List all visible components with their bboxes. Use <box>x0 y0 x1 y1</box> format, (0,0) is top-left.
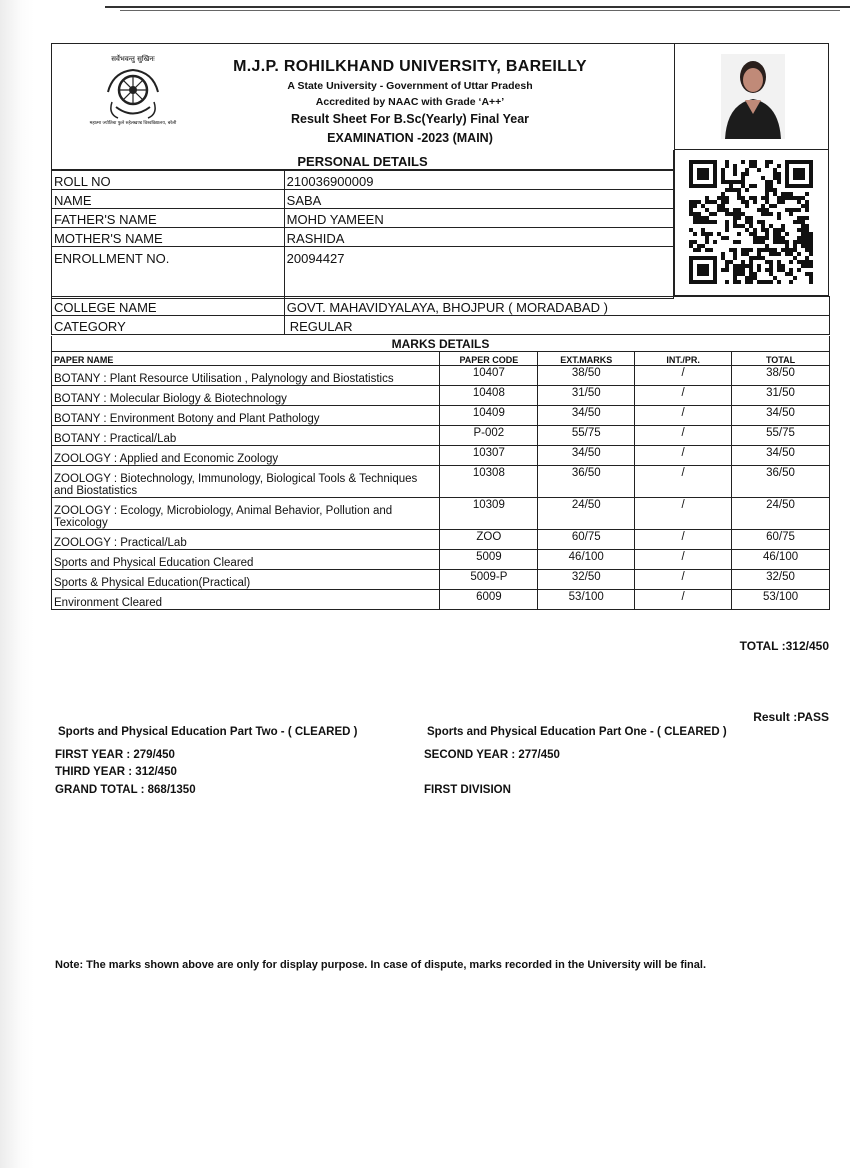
cell-total: 34/50 <box>732 446 830 466</box>
cell-int-pr: / <box>635 570 732 590</box>
marks-body <box>52 366 830 610</box>
cell-int-pr: / <box>635 406 732 426</box>
marks-row <box>52 466 830 498</box>
cell-total: 46/100 <box>732 550 830 570</box>
cell-paper-name: BOTANY : Plant Resource Utilisation , Palynology and Biostatistics <box>52 366 440 386</box>
cell-int-pr: / <box>635 590 732 610</box>
cell-total: 36/50 <box>732 466 830 498</box>
cell-paper-code: 10408 <box>440 386 538 406</box>
division: FIRST DIVISION <box>424 784 511 796</box>
marks-row <box>52 550 830 570</box>
marks-details-title: MARKS DETAILS <box>51 336 830 351</box>
value-name: SABA <box>284 190 673 209</box>
cell-total: 32/50 <box>732 570 830 590</box>
cell-paper-code: 10409 <box>440 406 538 426</box>
cell-paper-name: ZOOLOGY : Biotechnology, Immunology, Biological Tools & Techniques and Biostatistics <box>52 466 440 498</box>
personal-details-title: PERSONAL DETAILS <box>51 150 674 170</box>
header-total: TOTAL <box>732 352 830 366</box>
cell-ext-marks: 46/100 <box>538 550 635 570</box>
cell-ext-marks: 60/75 <box>538 530 635 550</box>
university-name: M.J.P. ROHILKHAND UNIVERSITY, BAREILLY <box>233 58 587 75</box>
personal-details-table <box>51 170 674 299</box>
marks-row <box>52 498 830 530</box>
cell-int-pr: / <box>635 366 732 386</box>
label-enrollment: ENROLLMENT NO. <box>52 247 285 299</box>
header-int-pr: INT./PR. <box>635 352 732 366</box>
cell-total: 31/50 <box>732 386 830 406</box>
cell-total: 34/50 <box>732 406 830 426</box>
value-mother-name: RASHIDA <box>284 228 673 247</box>
photo-box <box>674 43 829 150</box>
row-roll-no <box>52 171 674 190</box>
value-enrollment: 20094427 <box>284 247 673 299</box>
cell-total: 53/100 <box>732 590 830 610</box>
first-year-marks: FIRST YEAR : 279/450 <box>55 749 175 761</box>
qr-code <box>689 160 815 284</box>
university-status: A State University - Government of Uttar Pradesh <box>287 80 533 92</box>
result-sheet-title: Result Sheet For B.Sc(Yearly) Final Year <box>290 112 530 126</box>
cell-total: 24/50 <box>732 498 830 530</box>
cell-ext-marks: 24/50 <box>538 498 635 530</box>
cell-int-pr: / <box>635 530 732 550</box>
cell-total: 60/75 <box>732 530 830 550</box>
cell-paper-name: BOTANY : Practical/Lab <box>52 426 440 446</box>
cell-int-pr: / <box>635 446 732 466</box>
marks-row <box>52 366 830 386</box>
examination-title: EXAMINATION -2023 (MAIN) <box>327 131 493 145</box>
marks-header-row <box>52 352 830 366</box>
logo-motto: सर्वेभवन्तु सुखिनः <box>111 55 155 63</box>
marks-row <box>52 386 830 406</box>
cell-int-pr: / <box>635 426 732 446</box>
cell-ext-marks: 53/100 <box>538 590 635 610</box>
second-year-marks: SECOND YEAR : 277/450 <box>424 749 560 761</box>
cell-paper-code: 10308 <box>440 466 538 498</box>
label-father-name: FATHER'S NAME <box>52 209 285 228</box>
row-father-name <box>52 209 674 228</box>
label-roll-no: ROLL NO <box>52 171 285 190</box>
accreditation: Accredited by NAAC with Grade ‘A++’ <box>315 96 505 108</box>
header-ext-marks: EXT.MARKS <box>538 352 635 366</box>
cell-ext-marks: 36/50 <box>538 466 635 498</box>
value-roll-no: 210036900009 <box>284 171 673 190</box>
label-mother-name: MOTHER'S NAME <box>52 228 285 247</box>
marks-row <box>52 426 830 446</box>
disclaimer-note: Note: The marks shown above are only for display purpose. In case of dispute, marks recorded in the University will be final. <box>55 959 707 971</box>
top-rule <box>105 6 850 8</box>
cell-ext-marks: 34/50 <box>538 406 635 426</box>
marks-row <box>52 590 830 610</box>
row-mother-name <box>52 228 674 247</box>
cell-total: 55/75 <box>732 426 830 446</box>
cell-paper-code: P-002 <box>440 426 538 446</box>
cell-paper-name: ZOOLOGY : Ecology, Microbiology, Animal Behavior, Pollution and Texicology <box>52 498 440 530</box>
cell-paper-code: 10309 <box>440 498 538 530</box>
cell-paper-name: Sports & Physical Education(Practical) <box>52 570 440 590</box>
value-college: GOVT. MAHAVIDYALAYA, BHOJPUR ( MORADABAD ) <box>284 297 829 316</box>
marks-table <box>51 351 830 610</box>
cell-paper-code: 5009 <box>440 550 538 570</box>
cell-ext-marks: 38/50 <box>538 366 635 386</box>
logo-caption: महात्मा ज्योतिबा फुले रुहेलखण्ड विश्वविद्यालय, बरेली <box>89 121 177 126</box>
cell-paper-code: 5009-P <box>440 570 538 590</box>
marks-row <box>52 570 830 590</box>
college-table <box>51 296 830 335</box>
cell-paper-code: 10307 <box>440 446 538 466</box>
cell-paper-code: ZOO <box>440 530 538 550</box>
scan-shadow <box>0 0 34 1168</box>
cell-int-pr: / <box>635 386 732 406</box>
cell-ext-marks: 34/50 <box>538 446 635 466</box>
marks-row <box>52 406 830 426</box>
sports-part-one: Sports and Physical Education Part One - ( CLEARED ) <box>427 726 727 738</box>
cell-int-pr: / <box>635 550 732 570</box>
cell-paper-code: 10407 <box>440 366 538 386</box>
row-college <box>52 297 830 316</box>
row-enrollment <box>52 247 674 299</box>
cell-paper-name: BOTANY : Environment Botony and Plant Pathology <box>52 406 440 426</box>
marks-row <box>52 446 830 466</box>
cell-paper-name: ZOOLOGY : Applied and Economic Zoology <box>52 446 440 466</box>
header-paper-name: PAPER NAME <box>52 352 440 366</box>
cell-ext-marks: 32/50 <box>538 570 635 590</box>
header-paper-code: PAPER CODE <box>440 352 538 366</box>
grand-total: GRAND TOTAL : 868/1350 <box>55 784 196 796</box>
result-status: Result :PASS <box>753 710 829 724</box>
cell-total: 38/50 <box>732 366 830 386</box>
student-photo <box>675 44 828 149</box>
cell-paper-name: Environment Cleared <box>52 590 440 610</box>
top-rule-2 <box>120 10 840 11</box>
label-name: NAME <box>52 190 285 209</box>
value-category: REGULAR <box>284 316 829 335</box>
cell-paper-name: BOTANY : Molecular Biology & Biotechnology <box>52 386 440 406</box>
label-category: CATEGORY <box>52 316 285 335</box>
value-father-name: MOHD YAMEEN <box>284 209 673 228</box>
row-name <box>52 190 674 209</box>
cell-paper-name: Sports and Physical Education Cleared <box>52 550 440 570</box>
cell-paper-name: ZOOLOGY : Practical/Lab <box>52 530 440 550</box>
row-category <box>52 316 830 335</box>
label-college: COLLEGE NAME <box>52 297 285 316</box>
cell-int-pr: / <box>635 498 732 530</box>
cell-paper-code: 6009 <box>440 590 538 610</box>
qr-box <box>674 150 829 296</box>
cell-int-pr: / <box>635 466 732 498</box>
total-marks: TOTAL :312/450 <box>739 639 829 653</box>
third-year-marks: THIRD YEAR : 312/450 <box>55 766 177 778</box>
cell-ext-marks: 55/75 <box>538 426 635 446</box>
sports-part-two: Sports and Physical Education Part Two - ( CLEARED ) <box>58 726 358 738</box>
cell-ext-marks: 31/50 <box>538 386 635 406</box>
marks-row <box>52 530 830 550</box>
